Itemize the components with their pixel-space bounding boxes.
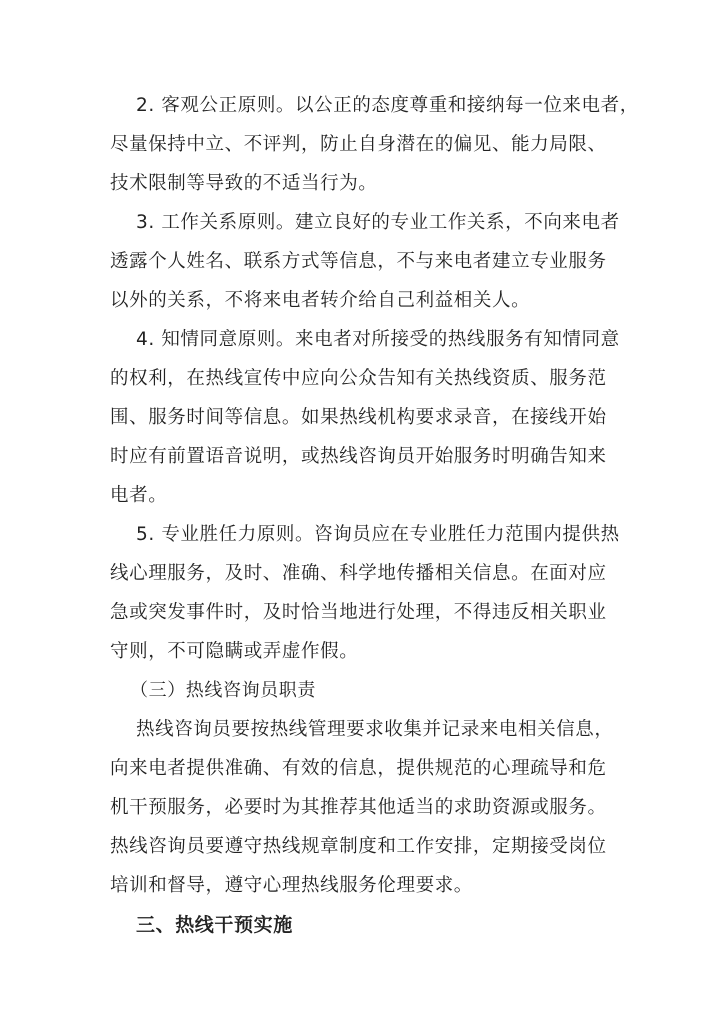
duties-line-5: 培训和督导，遵守心理热线服务伦理要求。 [110,875,473,896]
paragraph-5-line-2: 线心理服务，及时、准确、科学地传播相关信息。在面对应 [110,563,607,584]
subsection-heading: （三）热线咨询员职责 [130,680,316,701]
paragraph-2-line-2: 尽量保持中立、不评判，防止自身潜在的偏见、能力局限、 [110,134,607,155]
paragraph-4-line-2: 的权利，在热线宣传中应向公众告知有关热线资质、服务范 [110,368,607,389]
paragraph-5-line-1: 5. 专业胜任力原则。咨询员应在专业胜任力范围内提供热 [136,524,620,545]
duties-line-2: 向来电者提供准确、有效的信息，提供规范的心理疏导和危 [110,758,607,779]
paragraph-3-line-1: 3. 工作关系原则。建立良好的专业工作关系，不向来电者 [136,212,620,233]
paragraph-5-line-3: 急或突发事件时，及时恰当地进行处理，不得违反相关职业 [110,602,607,623]
paragraph-2-line-3: 技术限制等导致的不适当行为。 [110,173,378,194]
section-heading: 三、热线干预实施 [136,914,293,936]
paragraph-4-line-5: 电者。 [110,485,168,506]
paragraph-3-line-3: 以外的关系，不将来电者转介给自己利益相关人。 [110,290,531,311]
duties-line-3: 机干预服务，必要时为其推荐其他适当的求助资源或服务。 [110,797,607,818]
paragraph-4-line-3: 围、服务时间等信息。如果热线机构要求录音，在接线开始 [110,407,607,428]
paragraph-4-line-4: 时应有前置语音说明，或热线咨询员开始服务时明确告知来 [110,446,607,467]
duties-line-1: 热线咨询员要按热线管理要求收集并记录来电相关信息， [136,719,614,740]
duties-line-4: 热线咨询员要遵守热线规章制度和工作安排，定期接受岗位 [110,836,607,857]
paragraph-3-line-2: 透露个人姓名、联系方式等信息，不与来电者建立专业服务 [110,251,607,272]
paragraph-4-line-1: 4. 知情同意原则。来电者对所接受的热线服务有知情同意 [136,329,620,350]
paragraph-2-line-1: 2. 客观公正原则。以公正的态度尊重和接纳每一位来电者， [136,95,639,116]
paragraph-5-line-4: 守则，不可隐瞒或弄虚作假。 [110,641,359,662]
